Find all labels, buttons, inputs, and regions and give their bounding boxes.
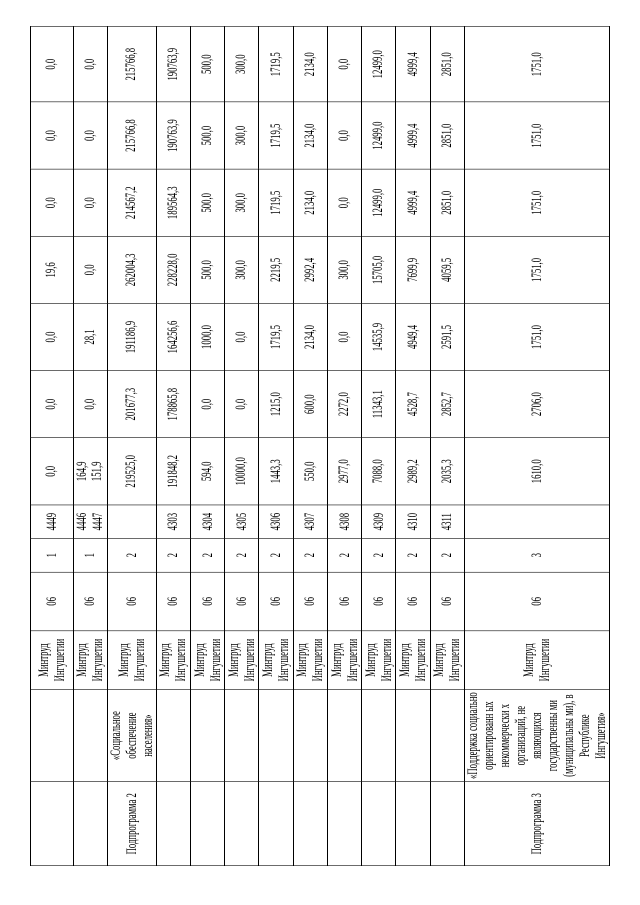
value-cell: 2992,4	[293, 236, 327, 303]
executor-cell: Минтруд Ингушетии	[191, 631, 225, 690]
value-cell: 0,0	[225, 371, 259, 438]
value-cell: 1215,0	[259, 371, 293, 438]
value-cell: 190763,9	[156, 26, 190, 102]
value-cell: 28,1	[73, 303, 107, 370]
subprogram-title-cell: «Социальное обеспечение населения»	[107, 689, 156, 781]
value-cell: 219525,0	[107, 438, 156, 505]
code-cell: 06	[31, 572, 74, 631]
value-cell: 1751,0	[465, 236, 610, 303]
value-cell: 4528,7	[396, 371, 430, 438]
value-cell: 2134,0	[293, 169, 327, 236]
executor-cell: Минтруд Ингушетии	[293, 631, 327, 690]
table-row	[225, 26, 259, 865]
value-cell: 4949,4	[396, 303, 430, 370]
code-cell: 06	[327, 572, 361, 631]
value-cell: 7088,0	[362, 438, 396, 505]
value-cell: 12499,0	[362, 169, 396, 236]
code3-cell: 4449	[31, 505, 74, 539]
executor-cell: Минтруд Ингушетии	[465, 631, 610, 690]
value-cell: 0,0	[327, 303, 361, 370]
value-cell: 1719,5	[259, 26, 293, 102]
value-cell: 2035,3	[430, 438, 464, 505]
value-cell: 215766,8	[107, 26, 156, 102]
value-cell: 1751,0	[465, 303, 610, 370]
value-cell: 2134,0	[293, 26, 327, 102]
value-cell: 4999,4	[396, 169, 430, 236]
subprogram-cell	[191, 782, 225, 866]
value-cell: 2852,7	[430, 371, 464, 438]
executor-cell: Минтруд Ингушетии	[396, 631, 430, 690]
code2-cell: 2	[396, 538, 430, 572]
code-cell: 06	[73, 572, 107, 631]
subprogram-cell	[362, 782, 396, 866]
table-row	[327, 26, 361, 865]
table-row	[31, 26, 74, 865]
value-cell: 0,0	[31, 26, 74, 102]
budget-table	[30, 26, 610, 866]
value-cell: 2977,0	[327, 438, 361, 505]
value-cell: 2706,0	[465, 371, 610, 438]
value-cell: 300,0	[327, 236, 361, 303]
code2-cell: 2	[430, 538, 464, 572]
code2-cell: 2	[107, 538, 156, 572]
executor-cell: Минтруд Ингушетии	[259, 631, 293, 690]
table-row	[191, 26, 225, 865]
subprogram-title-cell	[31, 689, 74, 781]
value-cell: 201677,3	[107, 371, 156, 438]
code2-cell: 2	[327, 538, 361, 572]
value-cell: 2134,0	[293, 303, 327, 370]
code3-cell: 4304	[191, 505, 225, 539]
value-cell: 1719,5	[259, 303, 293, 370]
code-cell: 06	[107, 572, 156, 631]
subprogram-title-cell	[362, 689, 396, 781]
code3-cell: 4303	[156, 505, 190, 539]
value-cell: 0,0	[191, 371, 225, 438]
code3-cell: 4305	[225, 505, 259, 539]
code-cell: 06	[259, 572, 293, 631]
value-cell: 1443,3	[259, 438, 293, 505]
value-cell: 10000,0	[225, 438, 259, 505]
value-cell: 2989,2	[396, 438, 430, 505]
value-cell: 189564,3	[156, 169, 190, 236]
value-cell: 0,0	[31, 303, 74, 370]
value-cell: 300,0	[225, 26, 259, 102]
subprogram-cell	[396, 782, 430, 866]
value-cell: 164,9 151,9	[73, 438, 107, 505]
subprogram-cell	[73, 782, 107, 866]
value-cell: 2851,0	[430, 26, 464, 102]
subprogram-cell	[156, 782, 190, 866]
code-cell: 06	[156, 572, 190, 631]
value-cell: 2851,0	[430, 169, 464, 236]
value-cell: 1751,0	[465, 102, 610, 169]
value-cell: 600,0	[293, 371, 327, 438]
executor-cell: Минтруд Ингушетии	[327, 631, 361, 690]
code3-cell: 4310	[396, 505, 430, 539]
value-cell: 0,0	[31, 102, 74, 169]
value-cell: 1000,0	[191, 303, 225, 370]
subprogram-cell	[293, 782, 327, 866]
value-cell: 0,0	[73, 26, 107, 102]
executor-cell: Минтруд Ингушетии	[107, 631, 156, 690]
value-cell: 4999,4	[396, 102, 430, 169]
value-cell: 300,0	[225, 236, 259, 303]
table-row	[293, 26, 327, 865]
subprogram-cell	[225, 782, 259, 866]
value-cell: 11343,1	[362, 371, 396, 438]
code2-cell: 1	[31, 538, 74, 572]
code-cell: 06	[465, 572, 610, 631]
subprogram-cell: Подпрограмма 3	[465, 782, 610, 866]
value-cell: 1751,0	[465, 169, 610, 236]
value-cell: 164256,6	[156, 303, 190, 370]
subprogram-title-cell	[225, 689, 259, 781]
value-cell: 1610,0	[465, 438, 610, 505]
value-cell: 228228,0	[156, 236, 190, 303]
value-cell: 2272,0	[327, 371, 361, 438]
subprogram-title-cell	[156, 689, 190, 781]
value-cell: 550,0	[293, 438, 327, 505]
code2-cell: 2	[362, 538, 396, 572]
code3-cell	[107, 505, 156, 539]
value-cell: 0,0	[327, 26, 361, 102]
table-row	[73, 26, 107, 865]
value-cell: 178865,8	[156, 371, 190, 438]
value-cell: 4059,5	[430, 236, 464, 303]
value-cell: 2219,5	[259, 236, 293, 303]
code3-cell: 4446 4447	[73, 505, 107, 539]
subprogram-title-cell	[259, 689, 293, 781]
code2-cell: 2	[293, 538, 327, 572]
subprogram-title-cell	[396, 689, 430, 781]
value-cell: 12499,0	[362, 102, 396, 169]
value-cell: 500,0	[191, 169, 225, 236]
rotated-table-wrapper	[30, 26, 610, 866]
table-row	[465, 26, 610, 865]
table-row	[156, 26, 190, 865]
value-cell: 12499,0	[362, 26, 396, 102]
subprogram-cell	[327, 782, 361, 866]
value-cell: 0,0	[31, 371, 74, 438]
value-cell: 0,0	[73, 102, 107, 169]
value-cell: 2851,0	[430, 102, 464, 169]
subprogram-title-cell: «Поддержка социально ориентированн ых некоммерчески х организаций, не являющихся государственны ми (муниципальны ми), в Республике Ингушетия»	[465, 689, 610, 781]
table-row	[396, 26, 430, 865]
value-cell: 214567,2	[107, 169, 156, 236]
table-body	[31, 26, 610, 865]
code-cell: 06	[191, 572, 225, 631]
code-cell: 06	[293, 572, 327, 631]
value-cell: 500,0	[191, 102, 225, 169]
subprogram-title-cell	[293, 689, 327, 781]
value-cell: 0,0	[73, 169, 107, 236]
value-cell: 1719,5	[259, 102, 293, 169]
table-row	[107, 26, 156, 865]
code3-cell: 4308	[327, 505, 361, 539]
code3-cell	[465, 505, 610, 539]
subprogram-cell: Подпрограмма 2	[107, 782, 156, 866]
code2-cell: 2	[191, 538, 225, 572]
code-cell: 06	[225, 572, 259, 631]
code-cell: 06	[396, 572, 430, 631]
code2-cell: 1	[73, 538, 107, 572]
code3-cell: 4307	[293, 505, 327, 539]
value-cell: 2134,0	[293, 102, 327, 169]
value-cell: 215766,8	[107, 102, 156, 169]
subprogram-cell	[430, 782, 464, 866]
value-cell: 0,0	[225, 303, 259, 370]
subprogram-cell	[31, 782, 74, 866]
code-cell: 06	[362, 572, 396, 631]
table-row	[259, 26, 293, 865]
code-cell: 06	[430, 572, 464, 631]
executor-cell: Минтруд Ингушетии	[156, 631, 190, 690]
executor-cell: Минтруд Ингушетии	[31, 631, 74, 690]
value-cell: 191186,9	[107, 303, 156, 370]
code3-cell: 4311	[430, 505, 464, 539]
value-cell: 262004,3	[107, 236, 156, 303]
executor-cell: Минтруд Ингушетии	[73, 631, 107, 690]
subprogram-title-cell	[430, 689, 464, 781]
value-cell: 0,0	[73, 236, 107, 303]
code2-cell: 2	[259, 538, 293, 572]
subprogram-cell	[259, 782, 293, 866]
code2-cell: 2	[225, 538, 259, 572]
value-cell: 15705,0	[362, 236, 396, 303]
code3-cell: 4306	[259, 505, 293, 539]
value-cell: 191848,2	[156, 438, 190, 505]
value-cell: 190763,9	[156, 102, 190, 169]
value-cell: 0,0	[31, 438, 74, 505]
value-cell: 4999,4	[396, 26, 430, 102]
executor-cell: Минтруд Ингушетии	[430, 631, 464, 690]
subprogram-title-cell	[191, 689, 225, 781]
subprogram-title-cell	[327, 689, 361, 781]
value-cell: 0,0	[73, 371, 107, 438]
value-cell: 0,0	[327, 169, 361, 236]
value-cell: 594,0	[191, 438, 225, 505]
subprogram-title-cell	[73, 689, 107, 781]
value-cell: 7699,9	[396, 236, 430, 303]
value-cell: 300,0	[225, 169, 259, 236]
table-row	[430, 26, 464, 865]
executor-cell: Минтруд Ингушетии	[225, 631, 259, 690]
code2-cell: 2	[156, 538, 190, 572]
value-cell: 300,0	[225, 102, 259, 169]
value-cell: 2591,5	[430, 303, 464, 370]
table-row	[362, 26, 396, 865]
code2-cell: 3	[465, 538, 610, 572]
value-cell: 19,6	[31, 236, 74, 303]
value-cell: 1719,5	[259, 169, 293, 236]
value-cell: 500,0	[191, 26, 225, 102]
value-cell: 1751,0	[465, 26, 610, 102]
value-cell: 0,0	[327, 102, 361, 169]
code3-cell: 4309	[362, 505, 396, 539]
value-cell: 14535,9	[362, 303, 396, 370]
value-cell: 0,0	[31, 169, 74, 236]
executor-cell: Минтруд Ингушетии	[362, 631, 396, 690]
value-cell: 500,0	[191, 236, 225, 303]
